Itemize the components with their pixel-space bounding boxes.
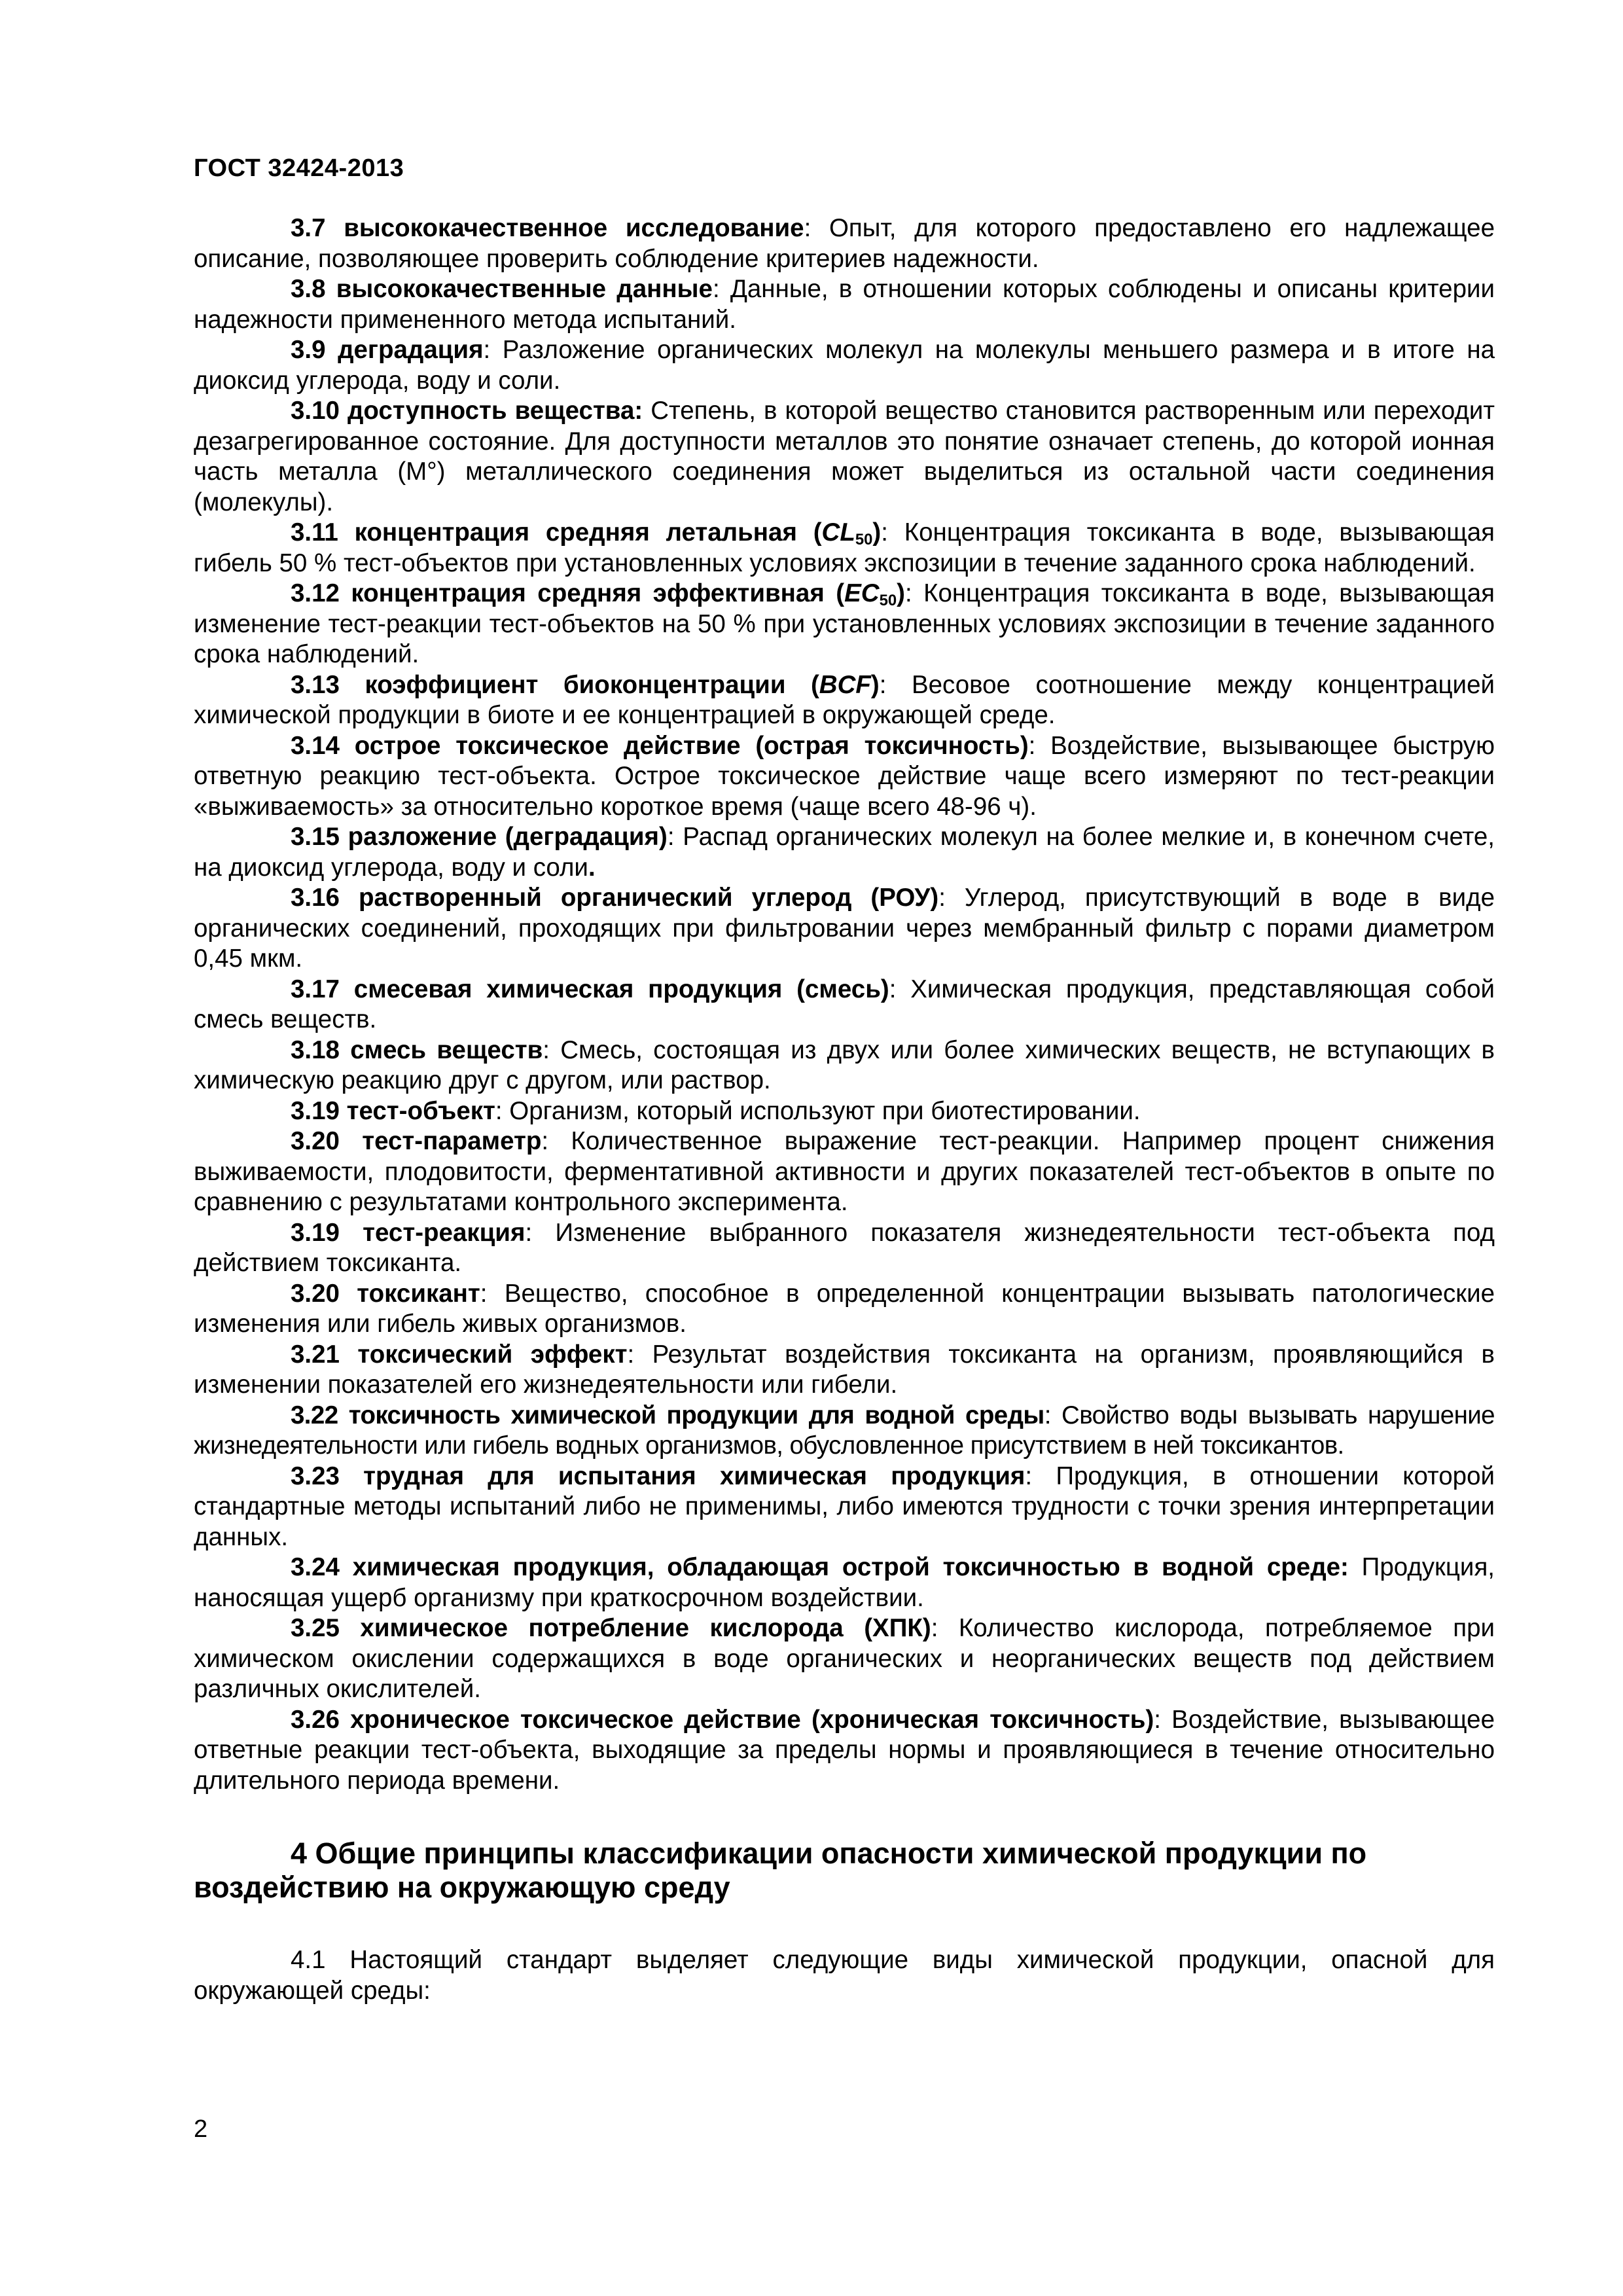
term-heading [291, 336, 484, 364]
term-number: 3.24 [291, 1553, 340, 1581]
term-number: 3.15 [291, 823, 340, 851]
term-abbreviation-subscript: 50 [855, 530, 873, 548]
term-definition-text: : Вещество, способное в определенной концентрации вызывать патологические изменения или гибель живых организмов. [194, 1279, 1495, 1338]
term-definition [194, 1035, 1495, 1096]
term-definition-text: : Концентрация токсиканта в воде, вызывающая изменение тест-реакции тест-объектов на 50 % при установленных условиях экспозиции в течение заданного срока наблюдений. [194, 579, 1495, 668]
term-name-end: ) [897, 579, 905, 607]
term-name: тест-реакция [363, 1218, 526, 1247]
term-definition [194, 579, 1495, 670]
page-number: 2 [194, 2115, 208, 2143]
term-number: 3.17 [291, 975, 340, 1003]
section-4-heading: 4 Общие принципы классификации опасности химической продукции по воздействию на окружающую среду [194, 1837, 1367, 1904]
term-number: 3.20 [291, 1127, 340, 1155]
term-heading [291, 1462, 1025, 1490]
term-heading [291, 1219, 525, 1247]
term-number: 3.19 [291, 1218, 340, 1247]
term-definition [194, 822, 1495, 883]
term-definition [194, 883, 1495, 975]
term-heading [291, 275, 713, 303]
term-name: токсикант [357, 1279, 480, 1308]
term-definition [194, 1613, 1495, 1705]
term-definition [194, 518, 1495, 579]
term-heading [291, 1036, 543, 1064]
term-number: 3.13 [291, 670, 340, 699]
term-heading [291, 823, 668, 851]
term-name: высококачественное исследование [344, 214, 804, 242]
terms-list [194, 213, 1495, 1796]
term-definition [194, 670, 1495, 731]
term-heading [291, 397, 643, 425]
term-name: острое токсическое действие (острая токсичность) [354, 731, 1029, 760]
term-definition [194, 731, 1495, 823]
term-definition-text: : Организм, который используют при биотестировании. [495, 1096, 1141, 1125]
term-definition [194, 1552, 1495, 1613]
term-number: 3.18 [291, 1035, 340, 1064]
term-number: 3.20 [291, 1279, 340, 1308]
term-definition-text: : Количество кислорода, потребляемое при химическом окислении содержащихся в воде органических и неорганических веществ под действием различных окислителей. [194, 1614, 1495, 1703]
term-definition-text: : Свойство воды вызывать нарушение жизнедеятельности или гибель водных организмов, обусловленное присутствием в ней токсикантов. [194, 1401, 1495, 1460]
term-definition-text: : Смесь, состоящая из двух или более химических веществ, не вступающих в химическую реакцию друг с другом, или раствор. [194, 1035, 1495, 1094]
term-definition-text: : Воздействие, вызывающее ответные реакции тест-объекта, выходящие за пределы нормы и проявляющиеся в течение относительно длительного периода времени. [194, 1705, 1495, 1795]
term-definition-text: : Концентрация токсиканта в воде, вызывающая гибель 50 % тест-объектов при установленных условиях экспозиции в течение заданного срока наблюдений. [194, 518, 1495, 577]
term-heading [291, 1401, 1044, 1429]
term-definition [194, 1218, 1495, 1279]
term-definition-text: Степень, в которой вещество становится растворенным или переходит дезагрегированное состояние. Для доступности металлов это понятие означает степень, до которой ионная часть металла (М°) металлического соединения может выделиться из остальной части соединения (молекулы). [194, 397, 1495, 516]
term-name: тест-параметр [362, 1127, 542, 1155]
term-heading [291, 579, 905, 607]
term-name: смесевая химическая продукция (смесь) [353, 975, 889, 1003]
term-number: 3.7 [291, 214, 326, 242]
term-heading [291, 1706, 1154, 1734]
term-number: 3.8 [291, 275, 326, 303]
term-name: концентрация средняя летальная ( [354, 518, 822, 547]
term-definition-text: : Углерод, присутствующий в воде в виде органических соединений, проходящих при фильтровании через мембранный фильтр с порами диаметром 0,45 мкм. [194, 884, 1495, 973]
term-abbreviation: EC [844, 579, 880, 607]
term-name: концентрация средняя эффективная ( [351, 579, 845, 607]
paragraph-4-1: 4.1 Настоящий стандарт выделяет следующие виды химической продукции, опасной для окружающей среды: [194, 1946, 1495, 2005]
term-definition [194, 1279, 1495, 1340]
term-definition-text: Продукция, наносящая ущерб организму при краткосрочном воздействии. [194, 1553, 1495, 1612]
document-header: ГОСТ 32424-2013 [194, 154, 404, 182]
term-name: трудная для испытания химическая продукция [363, 1462, 1026, 1490]
term-definition-text: : Химическая продукция, представляющая собой смесь веществ. [194, 975, 1495, 1033]
term-name: доступность вещества: [347, 397, 643, 425]
term-definition [194, 975, 1495, 1035]
term-abbreviation-subscript: 50 [879, 591, 897, 609]
term-name: токсичность химической продукции для водной среды [348, 1401, 1044, 1429]
term-definition-text: : Воздействие, вызывающее быструю ответную реакцию тест-объекта. Острое токсическое действие чаще всего измеряют по тест-реакции «выживаемость» за относительно короткое время (чаще всего 48-96 ч). [194, 731, 1495, 821]
term-name: высококачественные данные [336, 275, 713, 303]
term-heading [291, 1553, 1349, 1581]
term-name: химическое потребление кислорода (ХПК) [360, 1614, 931, 1642]
term-definition [194, 1401, 1495, 1462]
term-definition [194, 1096, 1495, 1127]
term-heading [291, 884, 938, 912]
term-name: тест-объект [346, 1096, 495, 1125]
term-definition [194, 274, 1495, 335]
term-definition-text: : Количественное выражение тест-реакции. Например процент снижения выживаемости, плодовитости, ферментативной активности и других показателей тест-объектов в опыте по сравнению с результатами контрольного эксперимента. [194, 1127, 1495, 1216]
term-name-end: ) [870, 670, 880, 699]
term-heading [291, 975, 889, 1003]
term-definition-text: : Разложение органических молекул на молекулы меньшего размера и в итоге на диоксид углерода, воду и соли. [194, 336, 1495, 395]
term-number: 3.11 [291, 518, 338, 547]
term-name: растворенный органический углерод (РОУ) [358, 884, 939, 912]
term-number: 3.10 [291, 397, 340, 425]
term-heading [291, 671, 880, 699]
term-heading [291, 1614, 931, 1642]
document-body [194, 213, 1495, 2006]
term-definition-text: : Данные, в отношении которых соблюдены и описаны критерии надежности примененного метода испытаний. [194, 275, 1495, 334]
term-heading [291, 214, 804, 242]
term-heading [291, 1280, 480, 1308]
term-definition [194, 1340, 1495, 1401]
term-number: 3.16 [291, 884, 340, 912]
term-name: деградация [338, 336, 484, 364]
term-name: смесь веществ [350, 1035, 543, 1064]
term-definition-text: : Распад органических молекул на более мелкие и, в конечном счете, на диоксид углерода, воду и соли [194, 823, 1495, 882]
term-name-end: ) [872, 518, 882, 547]
term-definition-tail: . [588, 853, 596, 882]
term-number: 3.22 [291, 1401, 338, 1429]
term-abbreviation: CL [821, 518, 855, 547]
term-number: 3.19 [291, 1096, 340, 1125]
term-number: 3.21 [291, 1340, 340, 1369]
term-definition-text: : Весовое соотношение между концентрацией химической продукции в биоте и ее концентрацией в окружающей среде. [194, 670, 1495, 729]
term-definition-text: : Продукция, в отношении которой стандартные методы испытаний либо не применимы, либо имеются трудности с точки зрения интерпретации данных. [194, 1462, 1495, 1551]
term-name: токсический эффект [357, 1340, 628, 1369]
term-heading [291, 518, 881, 547]
term-heading [291, 1127, 541, 1155]
term-definition-text: : Опыт, для которого предоставлено его надлежащее описание, позволяющее проверить соблюдение критериев надежности. [194, 214, 1495, 273]
term-definition [194, 213, 1495, 274]
term-definition [194, 1705, 1495, 1797]
term-name: разложение (деградация) [348, 823, 668, 851]
term-name: коэффициент биоконцентрации ( [365, 670, 819, 699]
term-heading [291, 1340, 627, 1369]
term-definition [194, 335, 1495, 396]
term-definition-text: : Изменение выбранного показателя жизнедеятельности тест-объекта под действием токсиканта. [194, 1218, 1495, 1277]
term-definition-text: : Результат воздействия токсиканта на организм, проявляющийся в изменении показателей его жизнедеятельности или гибели. [194, 1340, 1495, 1399]
term-heading [291, 1097, 495, 1125]
term-definition [194, 1462, 1495, 1553]
term-number: 3.23 [291, 1462, 340, 1490]
term-number: 3.12 [291, 579, 340, 607]
term-definition [194, 396, 1495, 518]
term-name: хроническое токсическое действие (хроническая токсичность) [350, 1705, 1154, 1734]
term-number: 3.26 [291, 1705, 340, 1734]
term-name: химическая продукция, обладающая острой токсичностью в водной среде: [352, 1553, 1349, 1581]
term-number: 3.9 [291, 336, 326, 364]
term-abbreviation: BCF [819, 670, 871, 699]
term-definition [194, 1126, 1495, 1218]
term-number: 3.14 [291, 731, 340, 760]
term-heading [291, 732, 1029, 760]
term-number: 3.25 [291, 1614, 340, 1642]
